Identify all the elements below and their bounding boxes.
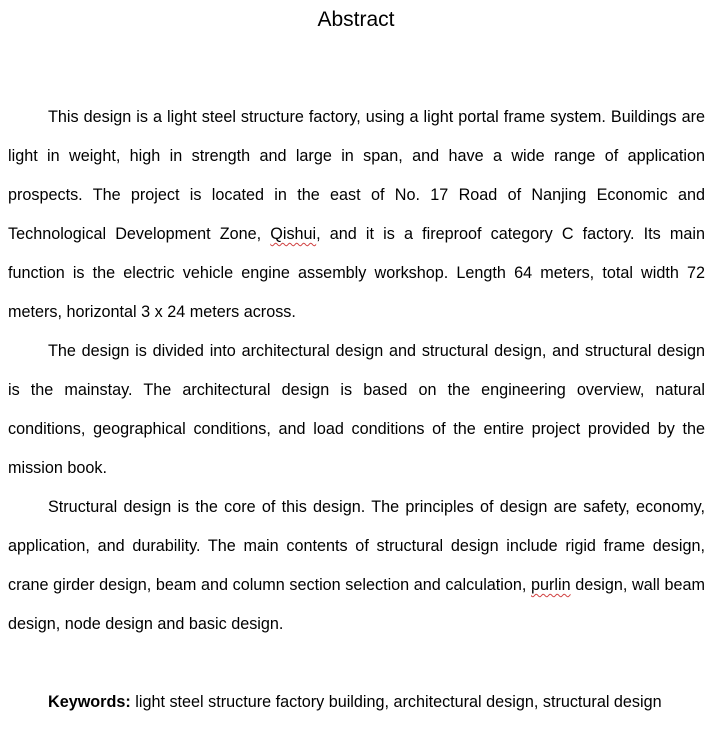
- paragraph-3-segment-3: design, wall beam design, node design and basic design.: [8, 576, 705, 633]
- paragraph-1: [8, 98, 705, 332]
- paragraph-3: [8, 488, 705, 644]
- keywords-text: light steel structure factory building, architectural design, structural design: [130, 693, 662, 711]
- paragraph-3-segment-1: Structural design is the core of this design. The principles of design are safety, economy, application, and durability. The main contents of structural design include rigid frame design, crane girder design, beam and column section selection and calculation,: [8, 498, 705, 594]
- paragraph-1-segment-3: , and it is a fireproof category C factory. Its main function is the electric vehicle engine assembly workshop. Length 64 meters, total width 72 meters, horizontal 3 x 24 meters across.: [8, 225, 705, 321]
- blank-line: [8, 644, 705, 683]
- spelling-flag-qishui[interactable]: Qishui: [270, 225, 317, 243]
- abstract-title: Abstract: [317, 8, 395, 31]
- keywords-paragraph: [8, 683, 705, 722]
- paragraph-2-segment-1: The design is divided into architectural design and structural design, and structural design is the mainstay. The architectural design is based on the engineering overview, natural conditions, geographical conditions, and load conditions of the entire project provided by the mission book.: [8, 342, 705, 477]
- paragraph-1-segment-1: This design is a light steel structure factory, using a light portal frame system. Buildings are light in weight, high in strength and large in span, and have a wide range of application prospects. The project is located in the east of No. 17 Road of Nanjing Economic and Technological Development Zone,: [8, 108, 705, 243]
- abstract-body: [8, 98, 705, 722]
- paragraph-2: [8, 332, 705, 488]
- keywords-label: Keywords:: [48, 693, 131, 711]
- spelling-flag-purlin[interactable]: purlin: [531, 576, 571, 594]
